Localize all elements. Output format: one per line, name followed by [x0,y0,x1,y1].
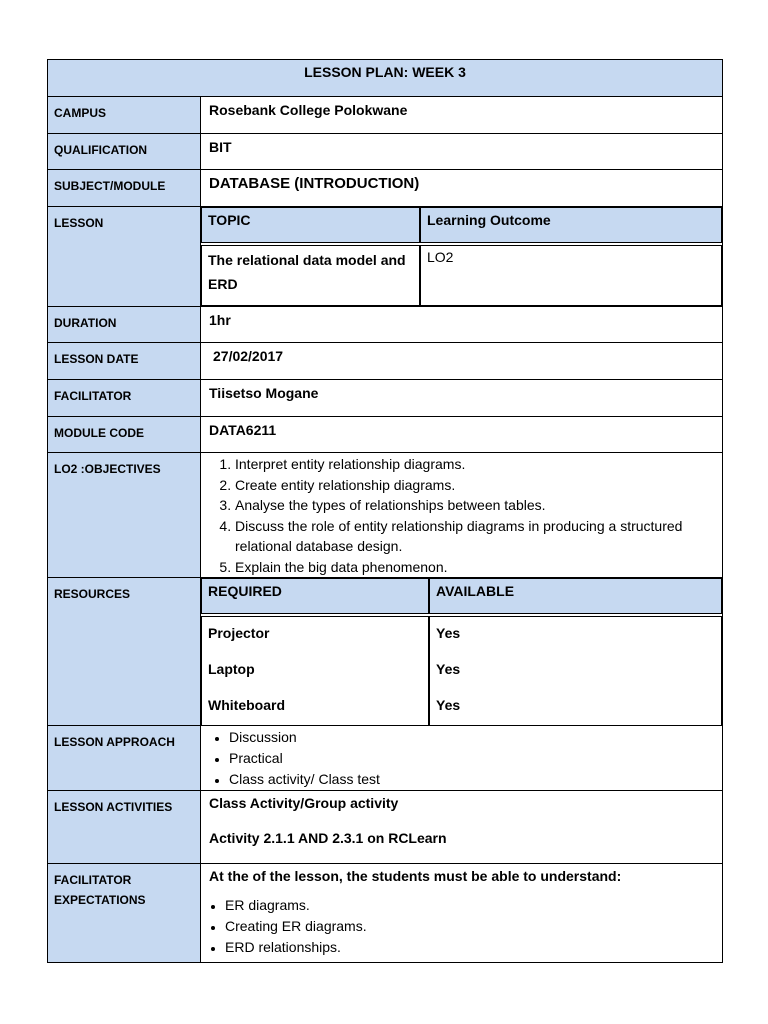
required-item: Projector [208,625,270,641]
objective-item: 4. Discuss the role of entity relationship diagrams in producing a structured relational database design. [235,516,716,557]
available-list [429,616,722,726]
required-item: Laptop [208,661,255,677]
available-header: AVAILABLE [429,578,722,614]
campus-label: CAMPUS [47,96,200,133]
available-item: Yes [436,625,461,641]
objectives-label: LO2 :OBJECTIVES [47,452,200,577]
facilitator-label: FACILITATOR [47,379,200,416]
required-list [201,616,429,726]
expectations-intro: At the of the lesson, the students must be able to understand: [209,868,622,884]
duration-label: DURATION [47,306,200,342]
expectation-item: • Creating ER diagrams. [225,916,714,937]
activities-cell [200,790,723,863]
module-code-value: DATA6211 [200,416,723,452]
subject-label: SUBJECT/MODULE [47,169,200,206]
lesson-cell [200,206,723,306]
outcome-header: Learning Outcome [420,207,722,243]
objective-item: 5. Explain the big data phenomenon. [235,557,716,578]
available-item: Yes [436,697,461,713]
available-item: Yes [436,661,461,677]
module-code-label: MODULE CODE [47,416,200,452]
lesson-date-label: LESSON DATE [47,342,200,379]
subject-value: DATABASE (INTRODUCTION) [200,169,723,206]
required-item: Whiteboard [208,697,285,713]
activities-line-2: Activity 2.1.1 AND 2.3.1 on RCLearn [209,830,447,846]
approach-label: LESSON APPROACH [47,725,200,790]
expectations-list [209,895,714,958]
qualification-value: BIT [200,133,723,169]
activities-line-1: Class Activity/Group activity [209,795,399,811]
expectations-label-line-2: EXPECTATIONS [54,893,146,907]
resources-cell [200,577,723,725]
approach-item: • Discussion [229,727,716,748]
objectives-cell [200,452,723,577]
qualification-label: QUALIFICATION [47,133,200,169]
approach-item: • Class activity/ Class test [229,769,716,790]
activities-label: LESSON ACTIVITIES [47,790,200,863]
duration-value: 1hr [200,306,723,342]
page-title: LESSON PLAN: WEEK 3 [47,59,723,96]
expectation-item: • ER diagrams. [225,895,714,916]
required-header: REQUIRED [201,578,429,614]
lesson-plan-table [47,59,723,963]
topic-header: TOPIC [201,207,420,243]
lesson-label: LESSON [47,206,200,306]
approach-list [207,727,716,790]
lesson-date-value: 27/02/2017 [200,342,723,379]
topic-value: The relational data model and ERD [201,245,420,306]
approach-cell [200,725,723,790]
expectation-item: • ERD relationships. [225,937,714,958]
objective-item: 1. Interpret entity relationship diagrams. [235,454,716,475]
expectations-cell [200,863,723,962]
objective-item: 3. Analyse the types of relationships between tables. [235,495,716,516]
facilitator-value: Tiisetso Mogane [200,379,723,416]
resources-label: RESOURCES [47,577,200,725]
campus-value: Rosebank College Polokwane [200,96,723,133]
approach-item: • Practical [229,748,716,769]
outcome-value: LO2 [420,245,722,306]
table-bottom-border [47,962,723,963]
expectations-label-line-1: FACILITATOR [54,873,132,887]
objective-item: 2. Create entity relationship diagrams. [235,475,716,496]
objectives-list [211,454,716,577]
expectations-label [47,863,200,962]
